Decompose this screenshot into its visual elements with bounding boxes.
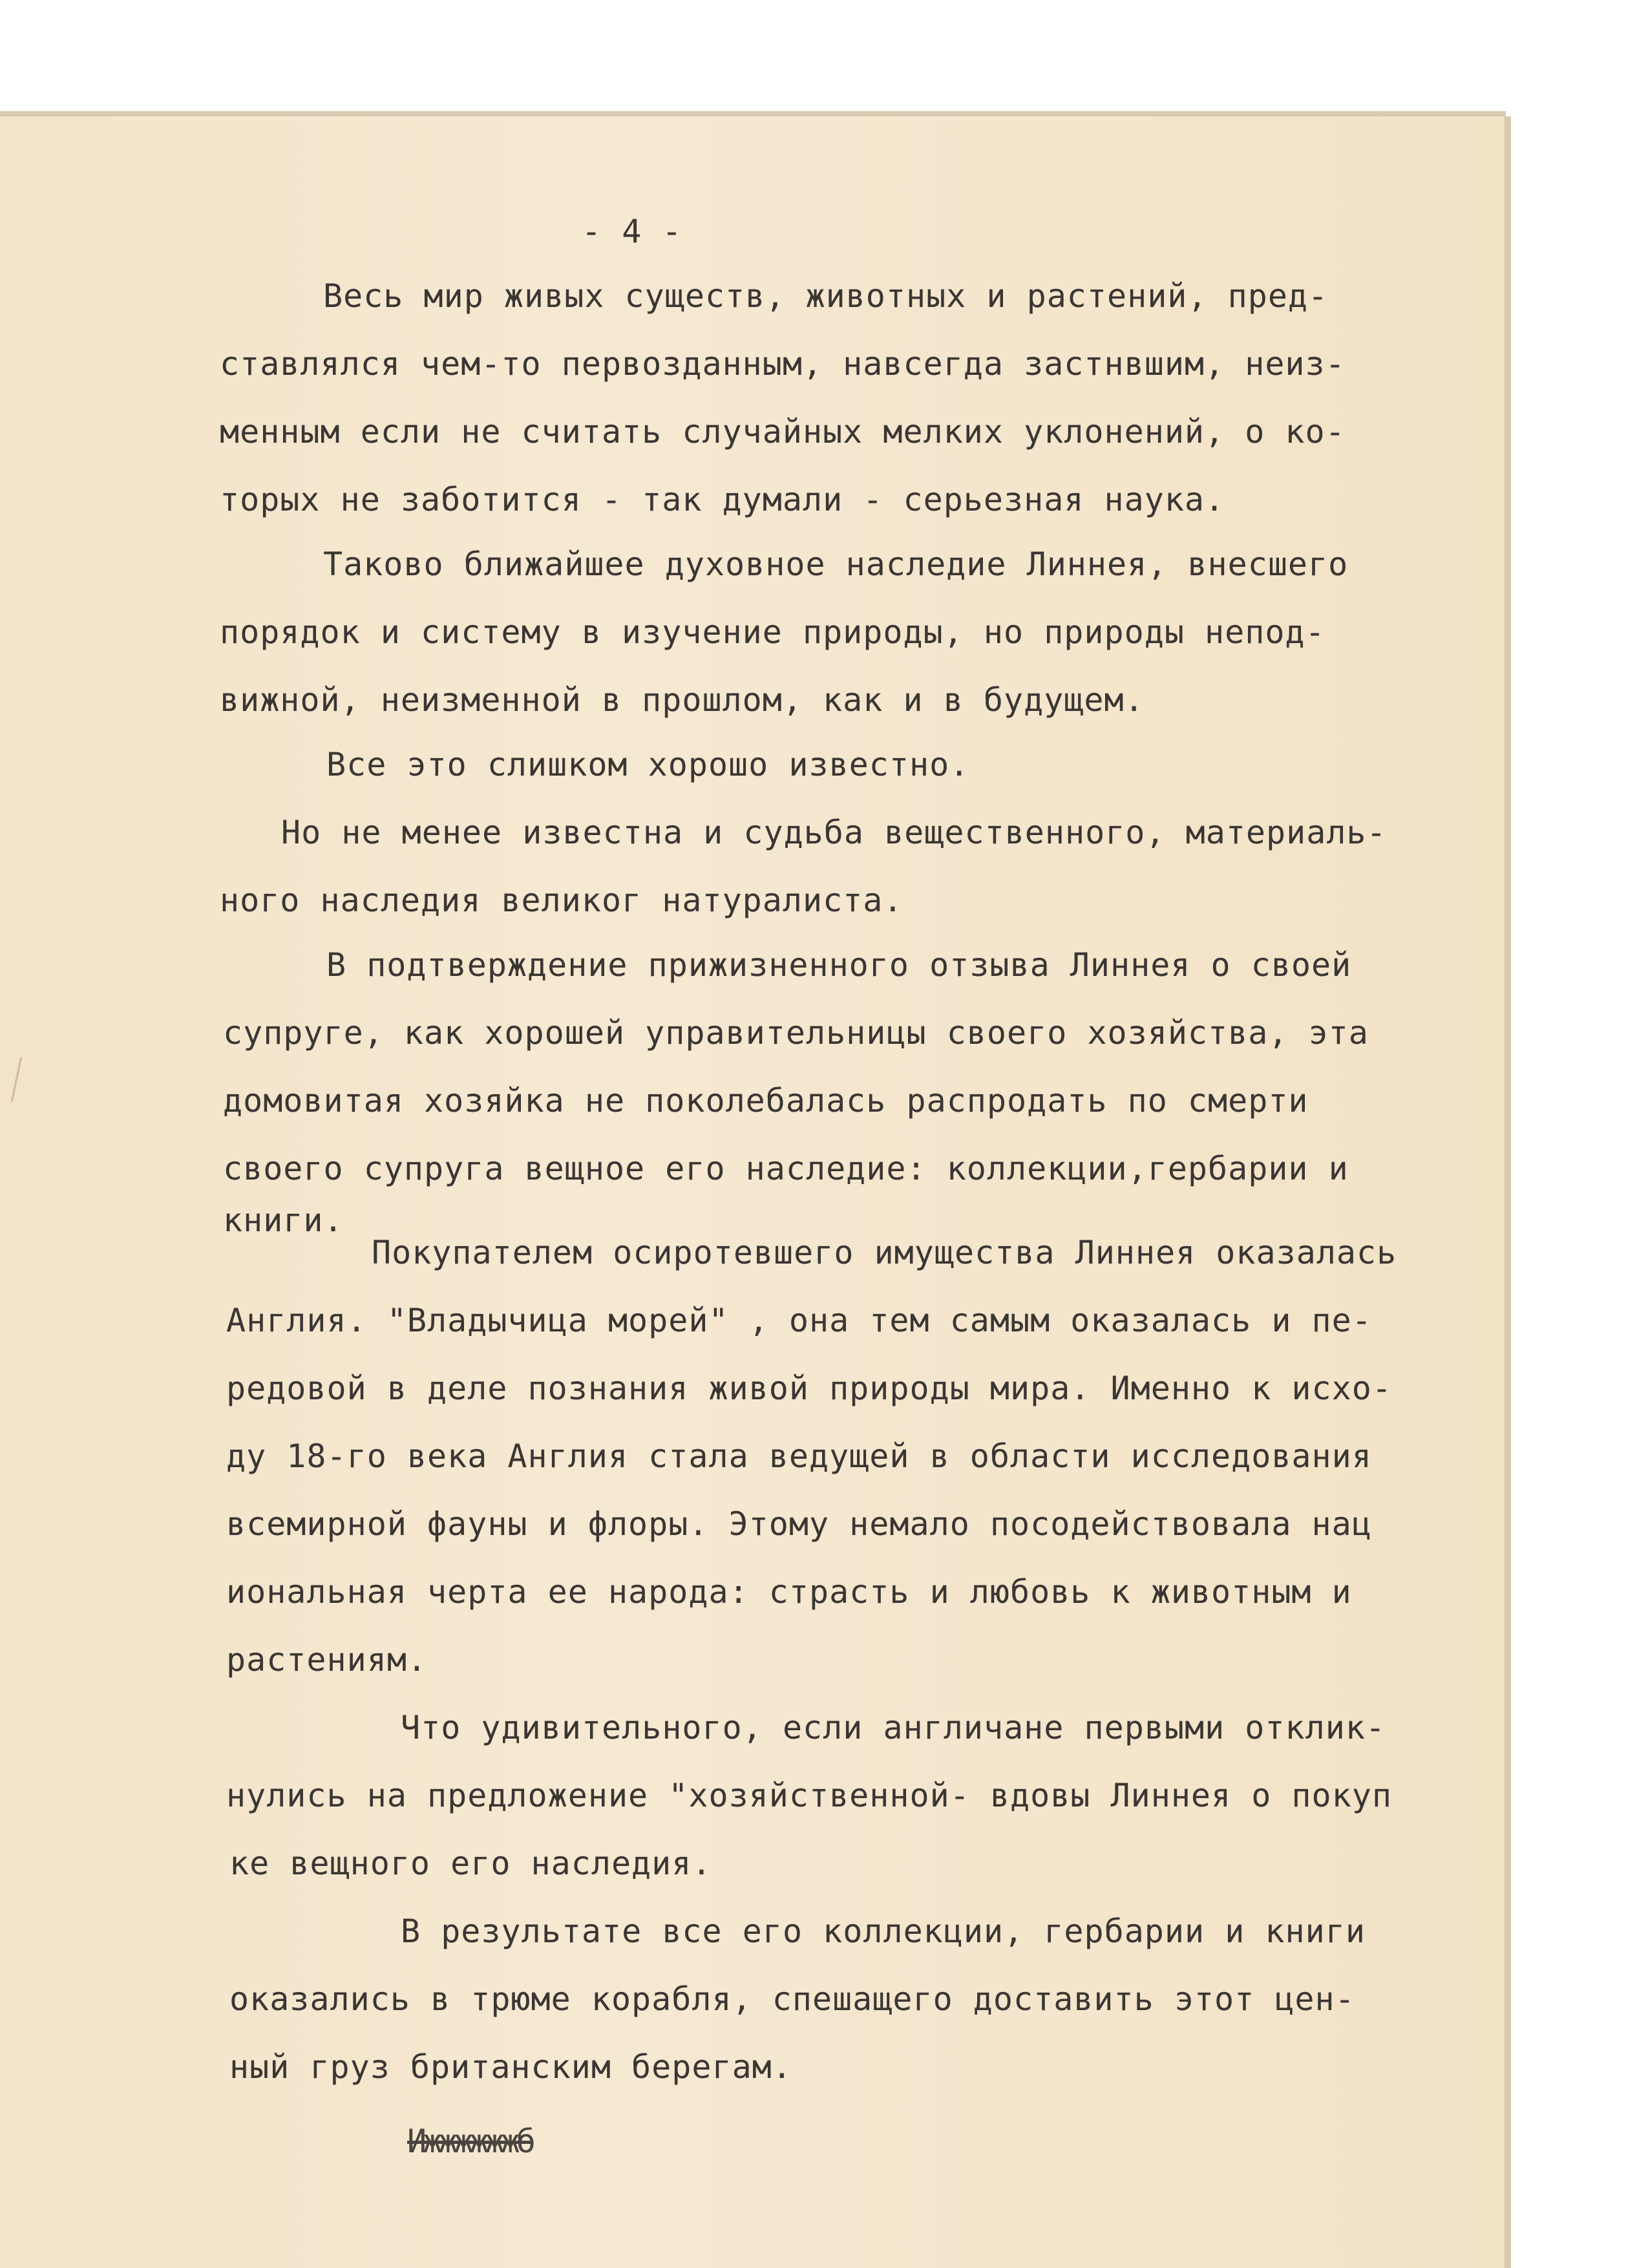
text-line: торых не заботится - так думали - серьезная наука. [220,481,1225,518]
text-line: Весь мир живых существ, животных и растений, пред- [323,277,1329,315]
text-line: иональная черта ее народа: страсть и любовь к животным и [226,1573,1352,1611]
page-number: - 4 - [582,213,682,250]
text-line: растениям. [226,1641,428,1679]
text-line: вижной, неизменной в прошлом, как и в будущем. [220,681,1145,719]
typed-text-area [0,116,1505,2268]
text-line: книги. [223,1202,344,1239]
typewritten-page [0,116,1505,2268]
paper-right-edge [1505,116,1511,2268]
text-line: своего супруга вещное его наследие: коллекции,гербарии и [223,1150,1349,1187]
text-line: домовитая хозяйка не поколебалась распродать по смерти [223,1082,1309,1119]
text-line: редовой в деле познания живой природы мира. Именно к исхо- [226,1370,1392,1407]
text-line: В результате все его коллекции, гербарии и книги [401,1913,1366,1950]
struck-out-text: Ижжжжжжб [407,2123,532,2160]
text-line: ный груз британским берегам. [229,2048,792,2086]
text-line: ставлялся чем-то первозданным, навсегда застнвшим, неиз- [220,345,1346,383]
text-line: порядок и систему в изучение природы, но природы непод- [220,613,1326,651]
text-line: Покупателем осиротевшего имущества Линнея оказалась [372,1234,1397,1271]
text-line: оказались в трюме корабля, спешащего доставить этот цен- [229,1980,1355,2018]
text-line: всемирной фауны и флоры. Этому немало посодействовала нац [226,1505,1372,1543]
text-line: Англия. "Владычица морей" , она тем самым оказалась и пе- [226,1302,1372,1339]
text-line: В подтверждение прижизненного отзыва Линнея о своей [326,946,1352,984]
text-line: Но не менее известна и судьба вещественного, материаль- [281,814,1387,851]
text-line: ке вещного его наследия. [229,1845,712,1882]
text-line: супруге, как хорошей управительницы своего хозяйства, эта [223,1014,1369,1052]
text-line: Все это слишком хорошо известно. [326,746,970,783]
text-line: менным если не считать случайных мелких уклонений, о ко- [220,413,1346,450]
text-line: Таково ближайшее духовное наследие Линнея, внесшего [323,546,1349,583]
scan-margin-top [0,0,1648,116]
text-line: ду 18-го века Англия стала ведущей в области исследования [226,1437,1372,1475]
text-line: нулись на предложение "хозяйственной- вдовы Линнея о покуп [226,1777,1392,1814]
text-line: Что удивительного, если англичане первыми отклик- [401,1709,1386,1746]
text-line: ного наследия великог натуралиста. [220,882,903,919]
